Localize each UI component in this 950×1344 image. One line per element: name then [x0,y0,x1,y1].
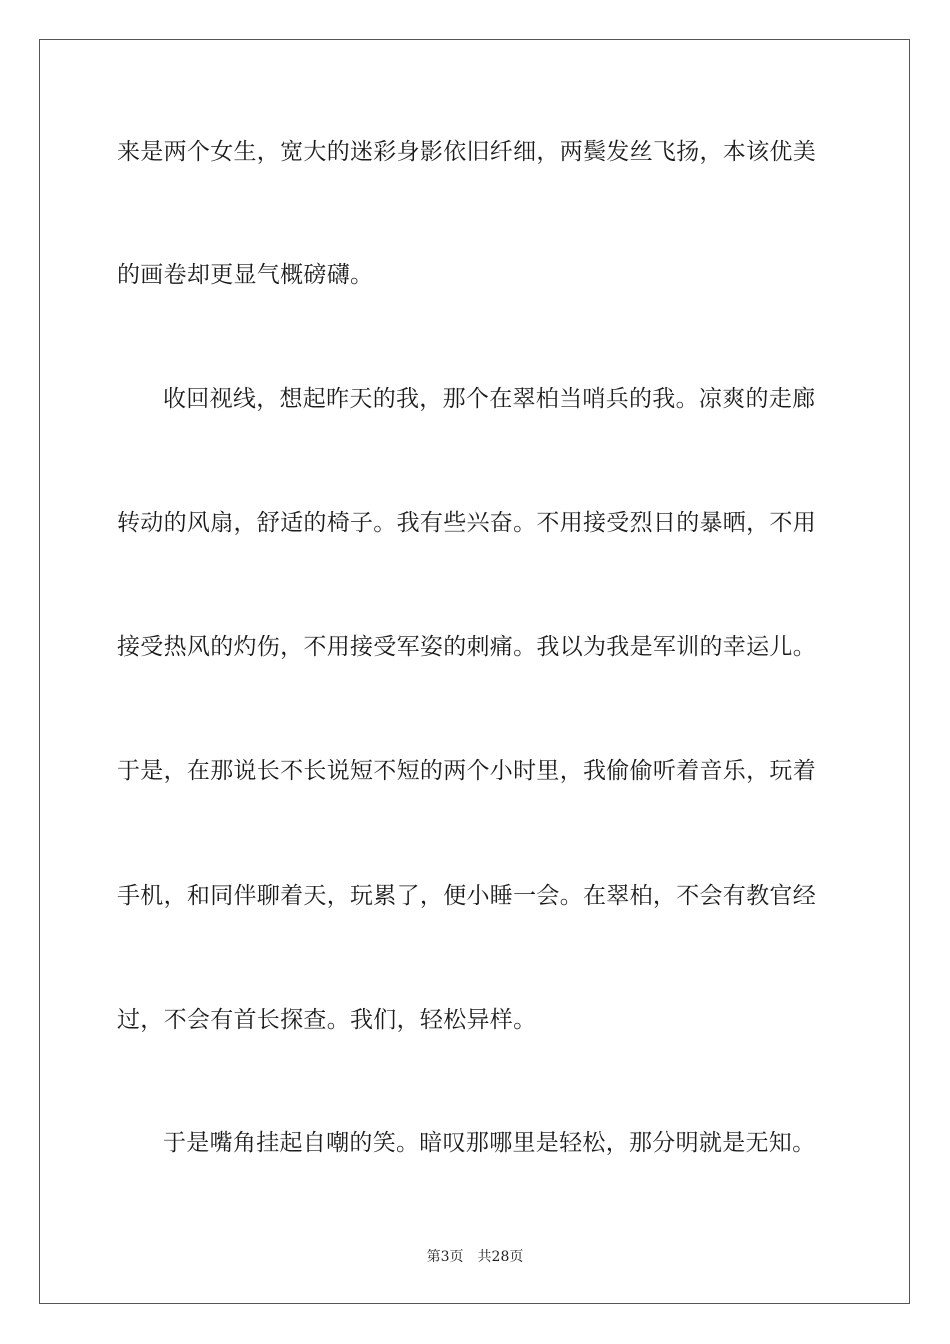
page-total: 共28页 [477,1249,524,1265]
text-line-2: 的画卷却更显气概磅礴。 [117,262,374,288]
paragraph-start-line-3: 收回视线，想起昨天的我，那个在翠柏当哨兵的我。凉爽的走廊 [163,386,816,412]
text-line-7: 手机，和同伴聊着天，玩累了，便小睡一会。在翠柏，不会有教官经 [117,883,816,909]
page-frame [39,39,910,1304]
text-line-8: 过，不会有首长探查。我们，轻松异样。 [117,1007,537,1033]
text-line-1: 来是两个女生，宽大的迷彩身影依旧纤细，两鬓发丝飞扬，本该优美 [117,139,816,165]
text-line-4: 转动的风扇，舒适的椅子。我有些兴奋。不用接受烈日的暴晒，不用 [117,510,816,536]
page-number: 第3页 [426,1249,464,1265]
paragraph-start-line-9: 于是嘴角挂起自嘲的笑。暗叹那哪里是轻松，那分明就是无知。 [163,1130,816,1156]
text-line-6: 于是，在那说长不长说短不短的两个小时里，我偷偷听着音乐，玩着 [117,758,816,784]
text-line-5: 接受热风的灼伤，不用接受军姿的刺痛。我以为我是军训的幸运儿。 [117,634,816,660]
page-footer [0,1247,950,1267]
